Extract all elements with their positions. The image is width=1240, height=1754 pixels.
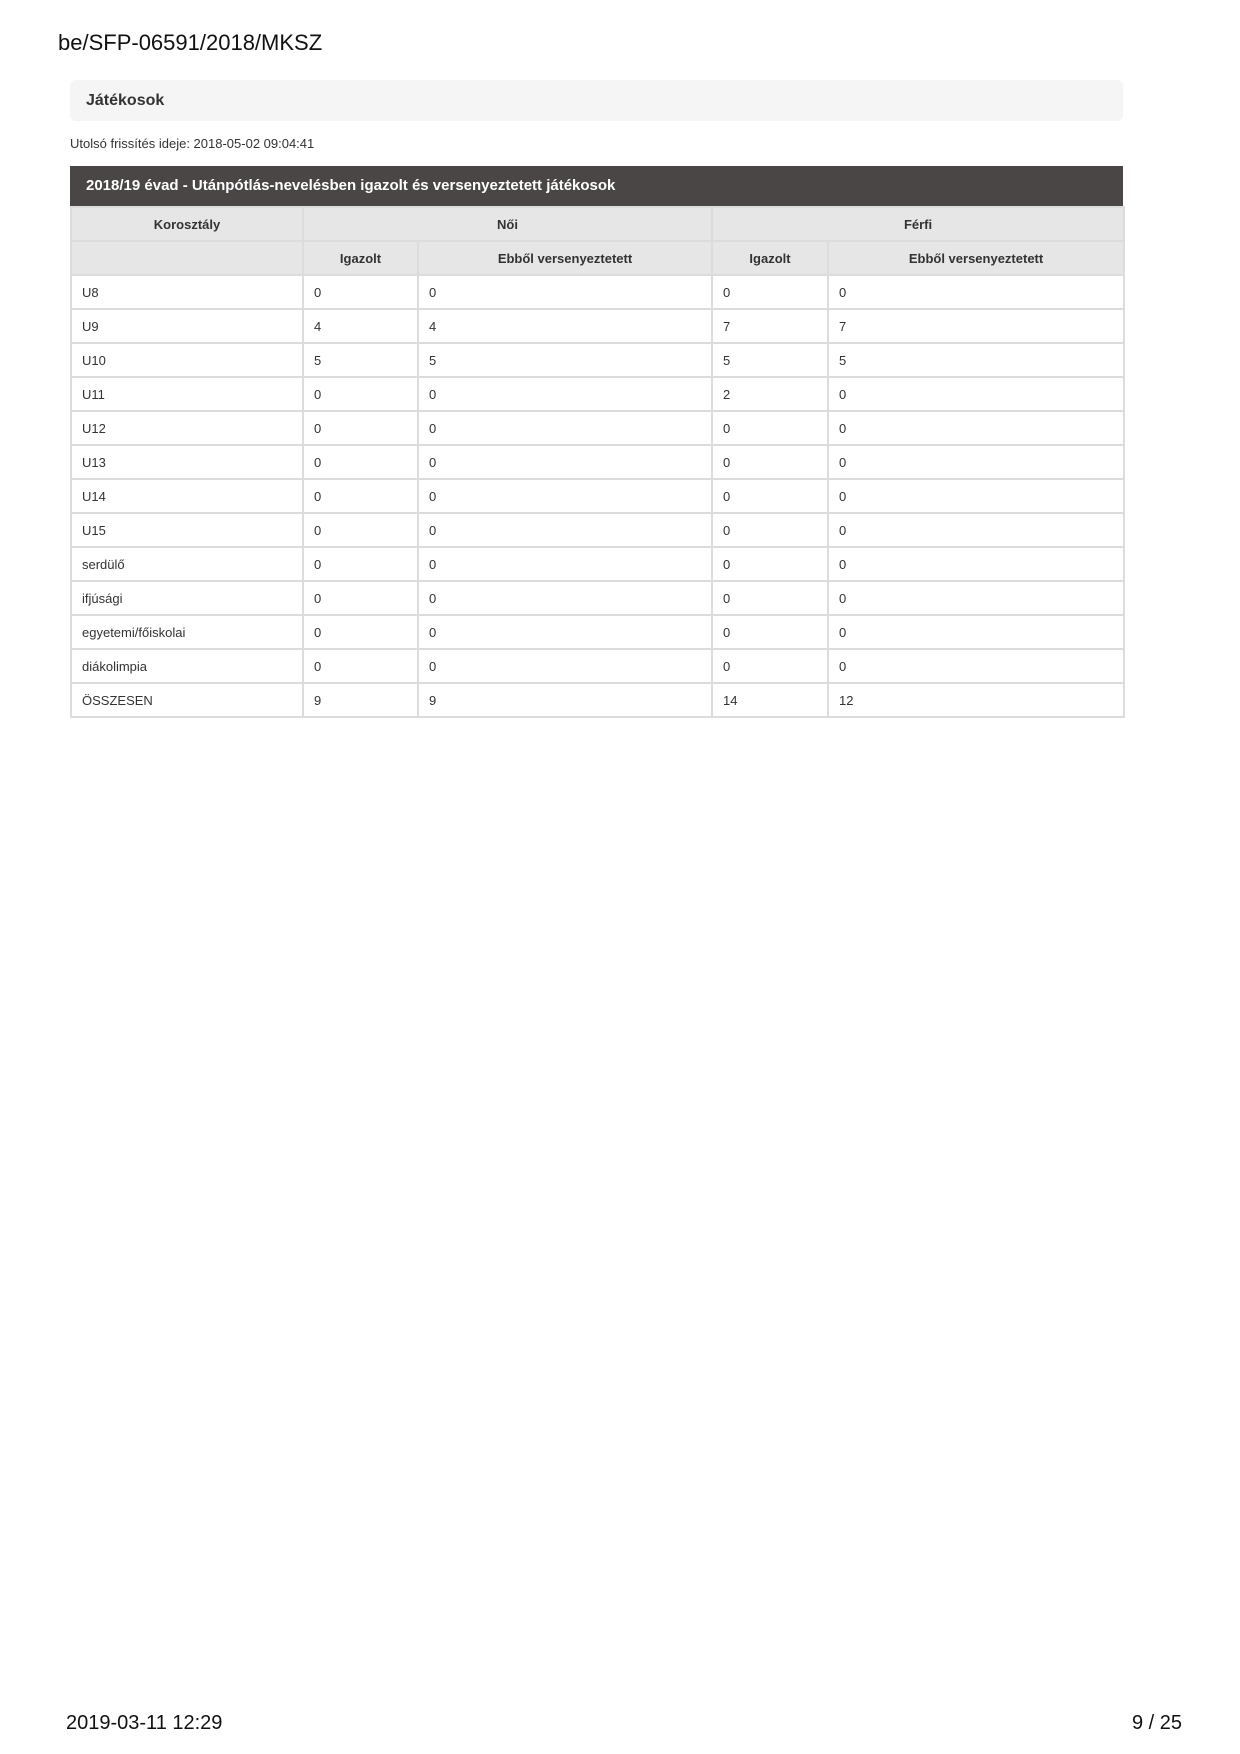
table-caption: 2018/19 évad - Utánpótlás-nevelésben igazolt és versenyeztetett játékosok	[70, 166, 1123, 206]
cell-age-group: U11	[71, 377, 303, 411]
cell-male-competing: 0	[828, 615, 1124, 649]
document-id: be/SFP-06591/2018/MKSZ	[58, 30, 323, 55]
cell-age-group: diákolimpia	[71, 649, 303, 683]
cell-female-registered: 9	[303, 683, 418, 717]
players-table	[70, 206, 1125, 718]
table-row	[71, 275, 1124, 309]
cell-male-registered: 2	[712, 377, 828, 411]
table-row	[71, 683, 1124, 717]
cell-age-group: U8	[71, 275, 303, 309]
cell-age-group: ÖSSZESEN	[71, 683, 303, 717]
table-header-row-1	[71, 207, 1124, 241]
last-refresh-time: Utolsó frissítés ideje: 2018-05-02 09:04:41	[70, 136, 315, 151]
cell-female-registered: 0	[303, 479, 418, 513]
cell-male-competing: 7	[828, 309, 1124, 343]
cell-male-competing: 0	[828, 581, 1124, 615]
cell-male-competing: 0	[828, 275, 1124, 309]
cell-female-competing: 0	[418, 479, 712, 513]
header-female-competing: Ebből versenyeztetett	[418, 241, 712, 275]
footer-page-number: 9 / 25	[1131, 1712, 1182, 1734]
table-row	[71, 649, 1124, 683]
cell-male-registered: 7	[712, 309, 828, 343]
cell-male-competing: 0	[828, 649, 1124, 683]
cell-male-competing: 0	[828, 377, 1124, 411]
cell-female-competing: 0	[418, 615, 712, 649]
cell-female-competing: 9	[418, 683, 712, 717]
cell-age-group: U9	[71, 309, 303, 343]
header-female: Női	[303, 207, 712, 241]
cell-female-registered: 0	[303, 615, 418, 649]
cell-male-registered: 0	[712, 275, 828, 309]
cell-female-competing: 0	[418, 411, 712, 445]
header-male-registered: Igazolt	[712, 241, 828, 275]
table-row	[71, 411, 1124, 445]
table-row	[71, 547, 1124, 581]
cell-female-competing: 0	[418, 581, 712, 615]
cell-male-registered: 0	[712, 547, 828, 581]
cell-female-registered: 5	[303, 343, 418, 377]
cell-age-group: U13	[71, 445, 303, 479]
table-row	[71, 479, 1124, 513]
cell-female-registered: 0	[303, 581, 418, 615]
cell-male-registered: 0	[712, 479, 828, 513]
cell-female-competing: 0	[418, 275, 712, 309]
cell-male-registered: 0	[712, 411, 828, 445]
cell-age-group: U15	[71, 513, 303, 547]
table-row	[71, 343, 1124, 377]
table-row	[71, 377, 1124, 411]
section-title: Játékosok	[70, 80, 1123, 121]
cell-male-registered: 5	[712, 343, 828, 377]
table-header-row-2	[71, 241, 1124, 275]
cell-male-registered: 0	[712, 615, 828, 649]
cell-female-registered: 4	[303, 309, 418, 343]
table-row	[71, 581, 1124, 615]
cell-male-competing: 0	[828, 445, 1124, 479]
cell-female-competing: 0	[418, 649, 712, 683]
header-female-registered: Igazolt	[303, 241, 418, 275]
cell-male-competing: 0	[828, 513, 1124, 547]
cell-age-group: egyetemi/főiskolai	[71, 615, 303, 649]
cell-female-registered: 0	[303, 649, 418, 683]
cell-male-registered: 14	[712, 683, 828, 717]
cell-age-group: U14	[71, 479, 303, 513]
header-age-group: Korosztály	[71, 207, 303, 241]
cell-female-competing: 0	[418, 513, 712, 547]
cell-male-registered: 0	[712, 581, 828, 615]
cell-male-competing: 0	[828, 479, 1124, 513]
table-row	[71, 309, 1124, 343]
cell-female-registered: 0	[303, 275, 418, 309]
cell-male-competing: 12	[828, 683, 1124, 717]
cell-male-registered: 0	[712, 445, 828, 479]
cell-female-registered: 0	[303, 377, 418, 411]
table-row	[71, 513, 1124, 547]
cell-female-competing: 5	[418, 343, 712, 377]
cell-female-competing: 0	[418, 547, 712, 581]
header-male: Férfi	[712, 207, 1124, 241]
header-male-competing: Ebből versenyeztetett	[828, 241, 1124, 275]
cell-female-registered: 0	[303, 547, 418, 581]
cell-age-group: serdülő	[71, 547, 303, 581]
cell-female-registered: 0	[303, 445, 418, 479]
cell-age-group: ifjúsági	[71, 581, 303, 615]
cell-female-competing: 0	[418, 377, 712, 411]
table-body	[71, 275, 1124, 717]
cell-male-competing: 5	[828, 343, 1124, 377]
cell-female-competing: 0	[418, 445, 712, 479]
cell-female-registered: 0	[303, 411, 418, 445]
cell-male-registered: 0	[712, 649, 828, 683]
table-row	[71, 615, 1124, 649]
cell-age-group: U10	[71, 343, 303, 377]
cell-age-group: U12	[71, 411, 303, 445]
footer-timestamp: 2019-03-11 12:29	[66, 1712, 223, 1734]
header-empty	[71, 241, 303, 275]
cell-female-competing: 4	[418, 309, 712, 343]
cell-male-competing: 0	[828, 547, 1124, 581]
cell-male-registered: 0	[712, 513, 828, 547]
cell-female-registered: 0	[303, 513, 418, 547]
players-table-container	[70, 166, 1123, 718]
cell-male-competing: 0	[828, 411, 1124, 445]
table-row	[71, 445, 1124, 479]
